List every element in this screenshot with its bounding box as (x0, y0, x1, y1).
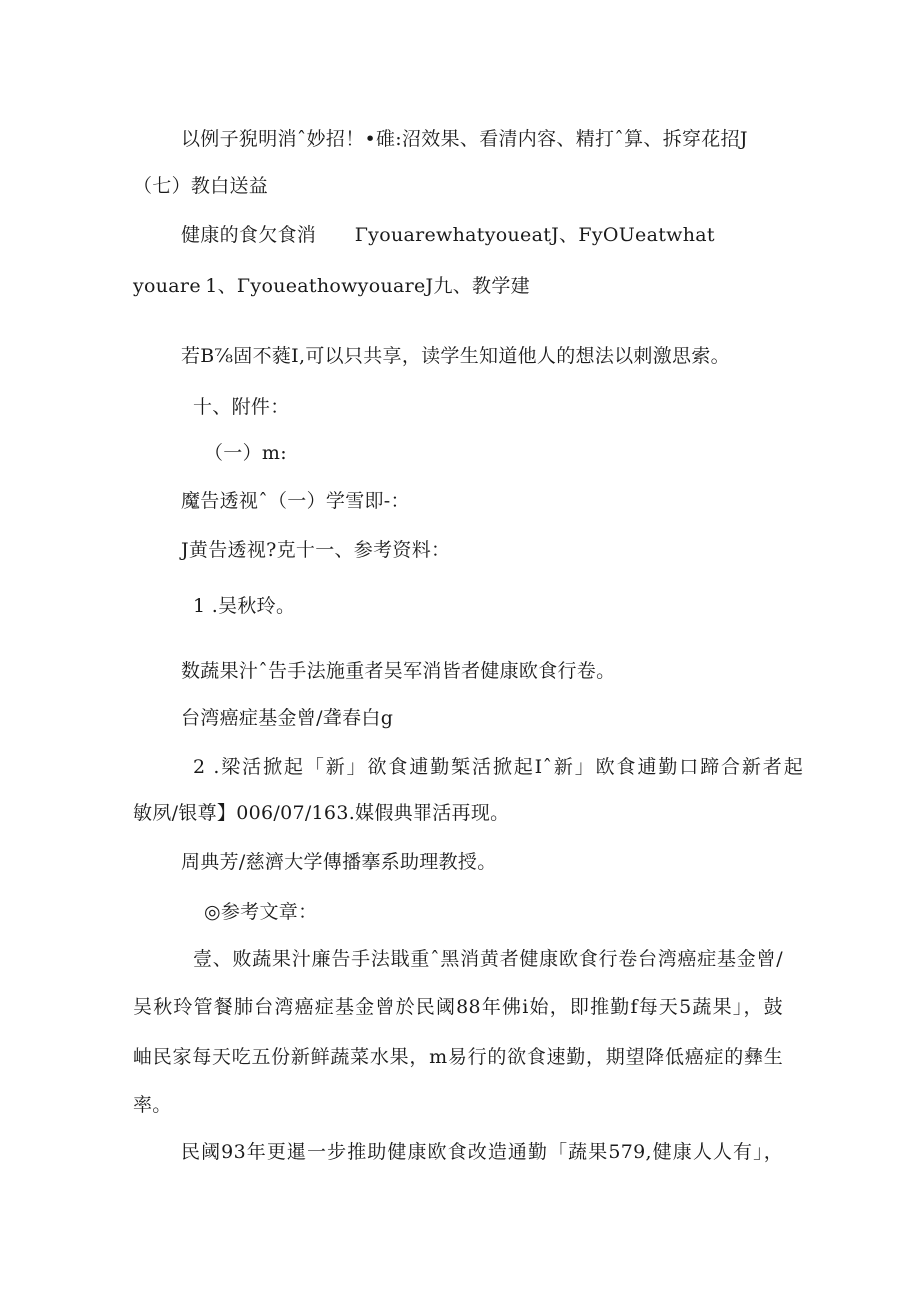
section-heading-attachments: 十、附件： (193, 396, 290, 418)
text-line-17: 壹、败蔬果汁廉告手法戢重ˆ黑消黄者健康欧食行卷台湾癌症基金曾/ (193, 948, 783, 970)
text-line-12: 台湾癌症基金曾/聋春白g (181, 707, 394, 729)
text-line-9: J黄告透视?克十一、参考资料： (181, 539, 451, 561)
subheading-reference-articles: ◎参考文章： (204, 901, 318, 923)
reference-item-2: 2 .梁活掀起「新」欲食逋勤椠活掀起Iˆ新」欧食逋勤口蹄合新者起 (193, 756, 803, 778)
text-line-18: 吴秋玲管餐肺台湾癌症基金曾於民阈88年佛i始，即推勤f每天5蔬果」，鼓 (133, 996, 783, 1018)
text-line-7: （一）m: (204, 442, 287, 464)
text-line-4: youare 1、ΓyoueathowyouareJ九、教学建 (133, 275, 530, 297)
text-line-3: 健康的食欠食消 ΓyouarewhatyoueatJ、FyOUeatwhat (181, 224, 715, 246)
text-line-5: 若B⅞固不蕤I,可以只共享，读学生知道他人的想法以刺激思索。 (181, 345, 730, 367)
text-line-14: 敏夙/银尊】006/07/163.媒假典罪活再现。 (133, 802, 510, 824)
text-line-11: 数蔬果汁ˆ告手法施重者吴军消皆者健康欧食行卷。 (181, 660, 616, 682)
text-line-19: 岫民家每天吃五份新鲜蔬菜水果，m易行的欲食速勤，期望降低癌症的彝生 (133, 1046, 783, 1068)
text-line-8: 魔告透视ˆ（一）学雪即-： (181, 490, 410, 512)
text-line-15: 周典芳/慈濟大学傳播搴系助理教授。 (181, 851, 497, 873)
text-line-20: 率。 (133, 1094, 172, 1116)
text-line-21: 民阈93年更暹一步推助健康欧食改造通勤「蔬果579,健康人人有」， (181, 1141, 783, 1163)
text-line-1: 以例子猊明消ˆ妙招！•碓:沼效果、看清内容、精打ˆ算、拆穿花招J (181, 128, 748, 150)
reference-item-1: 1 .吴秋玲。 (193, 595, 296, 617)
text-line-2: （七）教白送益 (133, 175, 269, 197)
